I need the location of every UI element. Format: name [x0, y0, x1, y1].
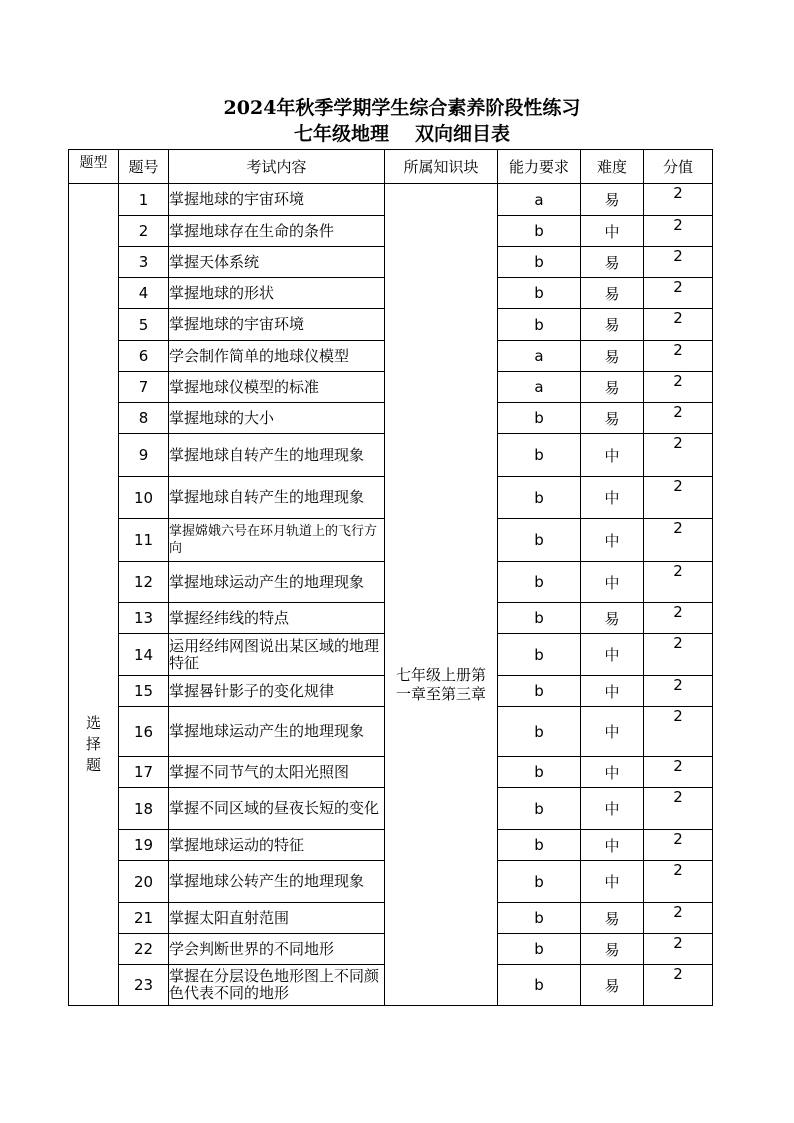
question-type-cell: [69, 184, 119, 1006]
exam-content: 学会制作简单的地球仪模型: [169, 341, 385, 372]
knowledge-block-line: 七年级上册第: [395, 665, 486, 684]
score: 2: [644, 216, 713, 247]
ability-requirement: b: [498, 757, 581, 788]
ability-requirement: b: [498, 965, 581, 1006]
ability-requirement: b: [498, 903, 581, 934]
difficulty: 中: [581, 216, 644, 247]
ability-requirement: b: [498, 519, 581, 562]
exam-content: 掌握不同节气的太阳光照图: [169, 757, 385, 788]
question-number: 20: [119, 861, 169, 903]
exam-content: 掌握天体系统: [169, 247, 385, 278]
score: 2: [644, 403, 713, 434]
score: 2: [644, 903, 713, 934]
exam-content: 掌握地球公转产生的地理现象: [169, 861, 385, 903]
exam-content: 掌握地球的形状: [169, 278, 385, 309]
exam-content: 运用经纬网图说出某区域的地理特征: [169, 634, 385, 676]
exam-content: 掌握地球自转产生的地理现象: [169, 477, 385, 519]
score: 2: [644, 184, 713, 216]
exam-content: 掌握不同区域的昼夜长短的变化: [169, 788, 385, 830]
ability-requirement: b: [498, 562, 581, 603]
ability-requirement: b: [498, 707, 581, 757]
knowledge-block-line: 一章至第三章: [395, 684, 486, 703]
difficulty: 易: [581, 903, 644, 934]
question-number: 12: [119, 562, 169, 603]
difficulty: 易: [581, 372, 644, 403]
ability-requirement: b: [498, 676, 581, 707]
score: 2: [644, 519, 713, 562]
question-number: 17: [119, 757, 169, 788]
difficulty: 中: [581, 477, 644, 519]
score: 2: [644, 634, 713, 676]
score: 2: [644, 247, 713, 278]
question-type-char: 选: [85, 714, 101, 732]
exam-content: 掌握地球的宇宙环境: [169, 184, 385, 216]
difficulty: 易: [581, 309, 644, 341]
exam-content: 掌握地球运动产生的地理现象: [169, 707, 385, 757]
specification-table: [68, 149, 713, 1006]
score: 2: [644, 562, 713, 603]
question-number: 4: [119, 278, 169, 309]
ability-requirement: b: [498, 477, 581, 519]
score: 2: [644, 934, 713, 965]
difficulty: 易: [581, 247, 644, 278]
difficulty: 中: [581, 434, 644, 477]
exam-content: 掌握经纬线的特点: [169, 603, 385, 634]
score: 2: [644, 757, 713, 788]
ability-requirement: a: [498, 184, 581, 216]
score: 2: [644, 372, 713, 403]
ability-requirement: a: [498, 341, 581, 372]
difficulty: 中: [581, 519, 644, 562]
header-difficulty: 难度: [581, 150, 644, 184]
question-number: 5: [119, 309, 169, 341]
ability-requirement: b: [498, 247, 581, 278]
ability-requirement: a: [498, 372, 581, 403]
exam-content: 掌握地球运动的特征: [169, 830, 385, 861]
score: 2: [644, 341, 713, 372]
exam-content: 掌握地球自转产生的地理现象: [169, 434, 385, 477]
ability-requirement: b: [498, 634, 581, 676]
question-number: 10: [119, 477, 169, 519]
question-number: 8: [119, 403, 169, 434]
header-number: 题号: [119, 150, 169, 184]
header-content: 考试内容: [169, 150, 385, 184]
header-knowledge: 所属知识块: [385, 150, 498, 184]
title-line-1: 2024年秋季学期学生综合素养阶段性练习: [223, 97, 581, 119]
difficulty: 易: [581, 603, 644, 634]
header-ability: 能力要求: [498, 150, 581, 184]
ability-requirement: b: [498, 434, 581, 477]
exam-content: 掌握地球运动产生的地理现象: [169, 562, 385, 603]
question-number: 18: [119, 788, 169, 830]
difficulty: 易: [581, 184, 644, 216]
question-type-char: 题: [85, 756, 101, 774]
score: 2: [644, 434, 713, 477]
score: 2: [644, 278, 713, 309]
difficulty: 中: [581, 861, 644, 903]
exam-content: 学会判断世界的不同地形: [169, 934, 385, 965]
question-number: 22: [119, 934, 169, 965]
question-number: 9: [119, 434, 169, 477]
question-number: 21: [119, 903, 169, 934]
title-subject: 七年级地理: [293, 123, 389, 145]
difficulty: 中: [581, 634, 644, 676]
score: 2: [644, 861, 713, 903]
question-number: 16: [119, 707, 169, 757]
header-row: [69, 150, 713, 184]
difficulty: 易: [581, 934, 644, 965]
question-number: 2: [119, 216, 169, 247]
question-number: 11: [119, 519, 169, 562]
score: 2: [644, 676, 713, 707]
exam-content: 掌握嫦娥六号在环月轨道上的飞行方向: [169, 519, 385, 562]
difficulty: 中: [581, 757, 644, 788]
ability-requirement: b: [498, 830, 581, 861]
header-score: 分值: [644, 150, 713, 184]
ability-requirement: b: [498, 403, 581, 434]
exam-content: 掌握地球仪模型的标准: [169, 372, 385, 403]
question-number: 19: [119, 830, 169, 861]
exam-content: 掌握在分层设色地形图上不同颜色代表不同的地形: [169, 965, 385, 1006]
score: 2: [644, 707, 713, 757]
question-number: 23: [119, 965, 169, 1006]
difficulty: 中: [581, 562, 644, 603]
exam-content: 掌握晷针影子的变化规律: [169, 676, 385, 707]
exam-content: 掌握地球的宇宙环境: [169, 309, 385, 341]
question-number: 3: [119, 247, 169, 278]
difficulty: 中: [581, 788, 644, 830]
ability-requirement: b: [498, 861, 581, 903]
difficulty: 易: [581, 965, 644, 1006]
score: 2: [644, 603, 713, 634]
score: 2: [644, 309, 713, 341]
exam-content: 掌握太阳直射范围: [169, 903, 385, 934]
difficulty: 易: [581, 278, 644, 309]
title-line-2: [10, 122, 794, 146]
score: 2: [644, 788, 713, 830]
table-body: [69, 184, 713, 1006]
difficulty: 中: [581, 676, 644, 707]
document-title: [0, 96, 794, 146]
difficulty: 中: [581, 707, 644, 757]
exam-content: 掌握地球的大小: [169, 403, 385, 434]
question-number: 14: [119, 634, 169, 676]
question-type-char: 择: [85, 735, 101, 753]
difficulty: 易: [581, 341, 644, 372]
question-number: 7: [119, 372, 169, 403]
header-type: 题型: [69, 150, 119, 184]
question-number: 13: [119, 603, 169, 634]
ability-requirement: b: [498, 603, 581, 634]
score: 2: [644, 965, 713, 1006]
title-table-name: 双向细目表: [415, 123, 511, 145]
difficulty: 中: [581, 830, 644, 861]
ability-requirement: b: [498, 788, 581, 830]
ability-requirement: b: [498, 934, 581, 965]
ability-requirement: b: [498, 309, 581, 341]
ability-requirement: b: [498, 216, 581, 247]
score: 2: [644, 477, 713, 519]
ability-requirement: b: [498, 278, 581, 309]
question-number: 15: [119, 676, 169, 707]
exam-content: 掌握地球存在生命的条件: [169, 216, 385, 247]
table-row: [69, 184, 713, 216]
knowledge-block-cell: [385, 184, 498, 1006]
question-number: 1: [119, 184, 169, 216]
score: 2: [644, 830, 713, 861]
question-number: 6: [119, 341, 169, 372]
difficulty: 易: [581, 403, 644, 434]
